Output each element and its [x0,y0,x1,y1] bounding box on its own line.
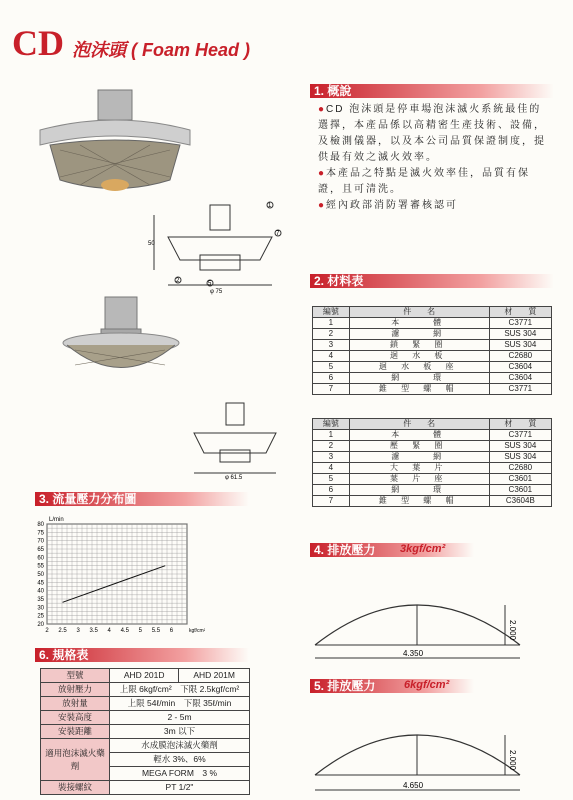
table-cell: C3604B [489,496,551,507]
y-tick-label: 55 [37,563,44,570]
series-line [63,566,166,603]
table-cell: 7 [313,384,350,395]
table-row [313,485,552,496]
column-header: 編號 [313,307,350,318]
discharge-pattern-1 [305,570,535,665]
table-cell: 7 [313,496,350,507]
list-item: ●經內政部消防署審核認可 [318,200,459,211]
height-label: 2.000 [508,620,517,641]
section-4-title: 4. 排放壓力 [310,543,474,557]
table-row [313,441,552,452]
table-row: 安裝高度 2 - 5m [41,711,250,725]
section-5-pressure: 6kgf/cm² [404,679,450,691]
y-tick-label: 35 [37,597,44,603]
column-header: 編號 [313,419,350,430]
table-row [313,474,552,485]
y-tick-label: 60 [37,555,44,562]
table-cell: 壓 緊 圈 [349,441,489,452]
table-cell: 4 [313,351,350,362]
table-cell: SUS 304 [489,452,551,463]
table-cell: SUS 304 [489,441,551,452]
table-row [313,463,552,474]
table-row: 輕水 3%、6% [41,753,250,767]
table-cell: 1 [313,318,350,329]
x-tick-label: 3.5 [89,628,98,634]
x-tick-label: 3 [76,628,80,634]
foam-head-photo-2 [55,295,195,395]
table-cell: 2 [313,441,350,452]
y-tick-label: 20 [37,622,44,628]
section-6-title: 6. 規格表 [35,648,249,662]
table-header-row [313,419,552,430]
list-item: ●本產品之特點是滅火效率佳，品質有保證，且可清洗。 [318,168,531,195]
table-cell: C3771 [489,318,551,329]
technical-drawing-1 [148,195,288,295]
table-cell: 葉 片 座 [349,474,489,485]
table-cell: SUS 304 [489,329,551,340]
section-3-title: 3. 流量壓力分布圖 [35,492,249,506]
y-tick-label: 70 [37,538,44,545]
table-cell: SUS 304 [489,340,551,351]
table-row: MEGA FORM 3 % [41,767,250,781]
list-item: ●CD 泡沫頭是停車場泡沫滅火系統最佳的選擇，本產品係以高精密生產技術、設備，及檢測儀器，以及本公司品質保證制度，提供最有效之滅火效率。 [318,104,546,163]
discharge-pattern-2 [305,700,535,798]
y-tick-label: 25 [37,613,44,620]
svg-text:1: 1 [268,203,272,209]
height-label: 2.000 [508,750,517,771]
table-cell: 5 [313,362,350,373]
y-axis-label: L/min [49,517,64,523]
svg-text:7: 7 [276,231,280,237]
x-tick-label: 4.5 [120,628,129,634]
page-title: 泡沫頭 ( Foam Head ) [72,40,251,60]
table-cell: C2680 [489,351,551,362]
table-cell: 4 [313,463,350,474]
table-cell: 6 [313,485,350,496]
table-row [313,496,552,507]
table-cell: 3 [313,452,350,463]
section-1-title: 1. 概說 [310,84,554,98]
table-row: 裝接螺紋 PT 1/2" [41,781,250,795]
svg-text:φ 61.5: φ 61.5 [225,475,243,480]
section-5-title: 5. 排放壓力 [310,679,474,693]
y-tick-label: 50 [37,572,44,578]
table-row: 放射壓力 上限 6kgf/cm² 下限 2.5kgf/cm² [41,683,250,697]
table-cell: C3771 [489,430,551,441]
table-cell: 錐 型 螺 帽 [349,496,489,507]
table-row [313,384,552,395]
width-label: 4.650 [403,781,424,790]
table-cell: 2 [313,329,350,340]
column-header: 材 質 [489,419,551,430]
table-cell: C2680 [489,463,551,474]
table-cell: 鎖 緊 圈 [349,340,489,351]
width-label: 4.350 [403,649,424,658]
spec-table [40,668,250,795]
table-cell: 迴 水 板 座 [349,362,489,373]
svg-text:5: 5 [208,281,212,287]
table-cell: 大 葉 片 [349,463,489,474]
x-axis-label: kgf/cm² [189,628,205,634]
column-header: 件 名 [349,419,489,430]
table-cell: 網 環 [349,485,489,496]
table-cell: C3601 [489,485,551,496]
table-row [313,351,552,362]
table-cell: 5 [313,474,350,485]
material-table-2 [312,418,552,507]
table-cell: C3604 [489,373,551,384]
x-tick-label: 5 [138,628,143,634]
y-tick-label: 45 [37,580,44,587]
svg-text:φ 75: φ 75 [210,289,223,295]
x-tick-label: 2.5 [58,628,67,634]
table-row [313,373,552,384]
y-tick-label: 75 [37,530,44,537]
y-tick-label: 30 [37,605,44,612]
column-header: 件 名 [349,307,489,318]
table-cell: C3771 [489,384,551,395]
flow-pressure-chart [25,512,205,642]
svg-text:2: 2 [176,278,180,284]
cd-logo: CD [12,23,64,63]
y-tick-label: 65 [37,547,44,553]
y-tick-label: 80 [37,522,44,528]
table-row [313,452,552,463]
table-cell: 濾 網 [349,329,489,340]
table-row: 適用泡沫滅火藥劑 水成膜泡沫滅火藥劑 [41,739,250,753]
x-tick-label: 5.5 [151,628,161,634]
table-cell: 錐 型 螺 帽 [349,384,489,395]
table-row [313,340,552,351]
table-cell: 本 體 [349,318,489,329]
table-row [313,362,552,373]
table-cell: 網 環 [349,373,489,384]
section-1-list [318,102,548,214]
foam-head-photo-1 [30,85,200,200]
table-cell: C3601 [489,474,551,485]
table-row: 安裝距離 3m 以下 [41,725,250,739]
svg-text:50: 50 [148,241,155,247]
table-cell: 1 [313,430,350,441]
table-cell: C3604 [489,362,551,373]
material-table-1 [312,306,552,395]
y-tick-label: 40 [37,588,44,595]
table-cell: 濾 網 [349,452,489,463]
table-row [313,329,552,340]
table-row [313,430,552,441]
column-header: 材 質 [489,307,551,318]
table-header-row [313,307,552,318]
section-4-pressure: 3kgf/cm² [400,543,446,555]
table-cell: 3 [313,340,350,351]
table-row [313,318,552,329]
x-tick-label: 4 [107,628,111,634]
x-tick-label: 2 [45,628,49,634]
table-row: 型號 AHD 201D AHD 201M [41,669,250,683]
table-cell: 6 [313,373,350,384]
technical-drawing-2 [180,395,290,480]
table-cell: 迴 水 板 [349,351,489,362]
x-tick-label: 6 [169,628,174,634]
table-cell: 本 體 [349,430,489,441]
section-2-title: 2. 材料表 [310,274,554,288]
table-row: 放射量 上限 54ℓ/min 下限 35ℓ/min [41,697,250,711]
